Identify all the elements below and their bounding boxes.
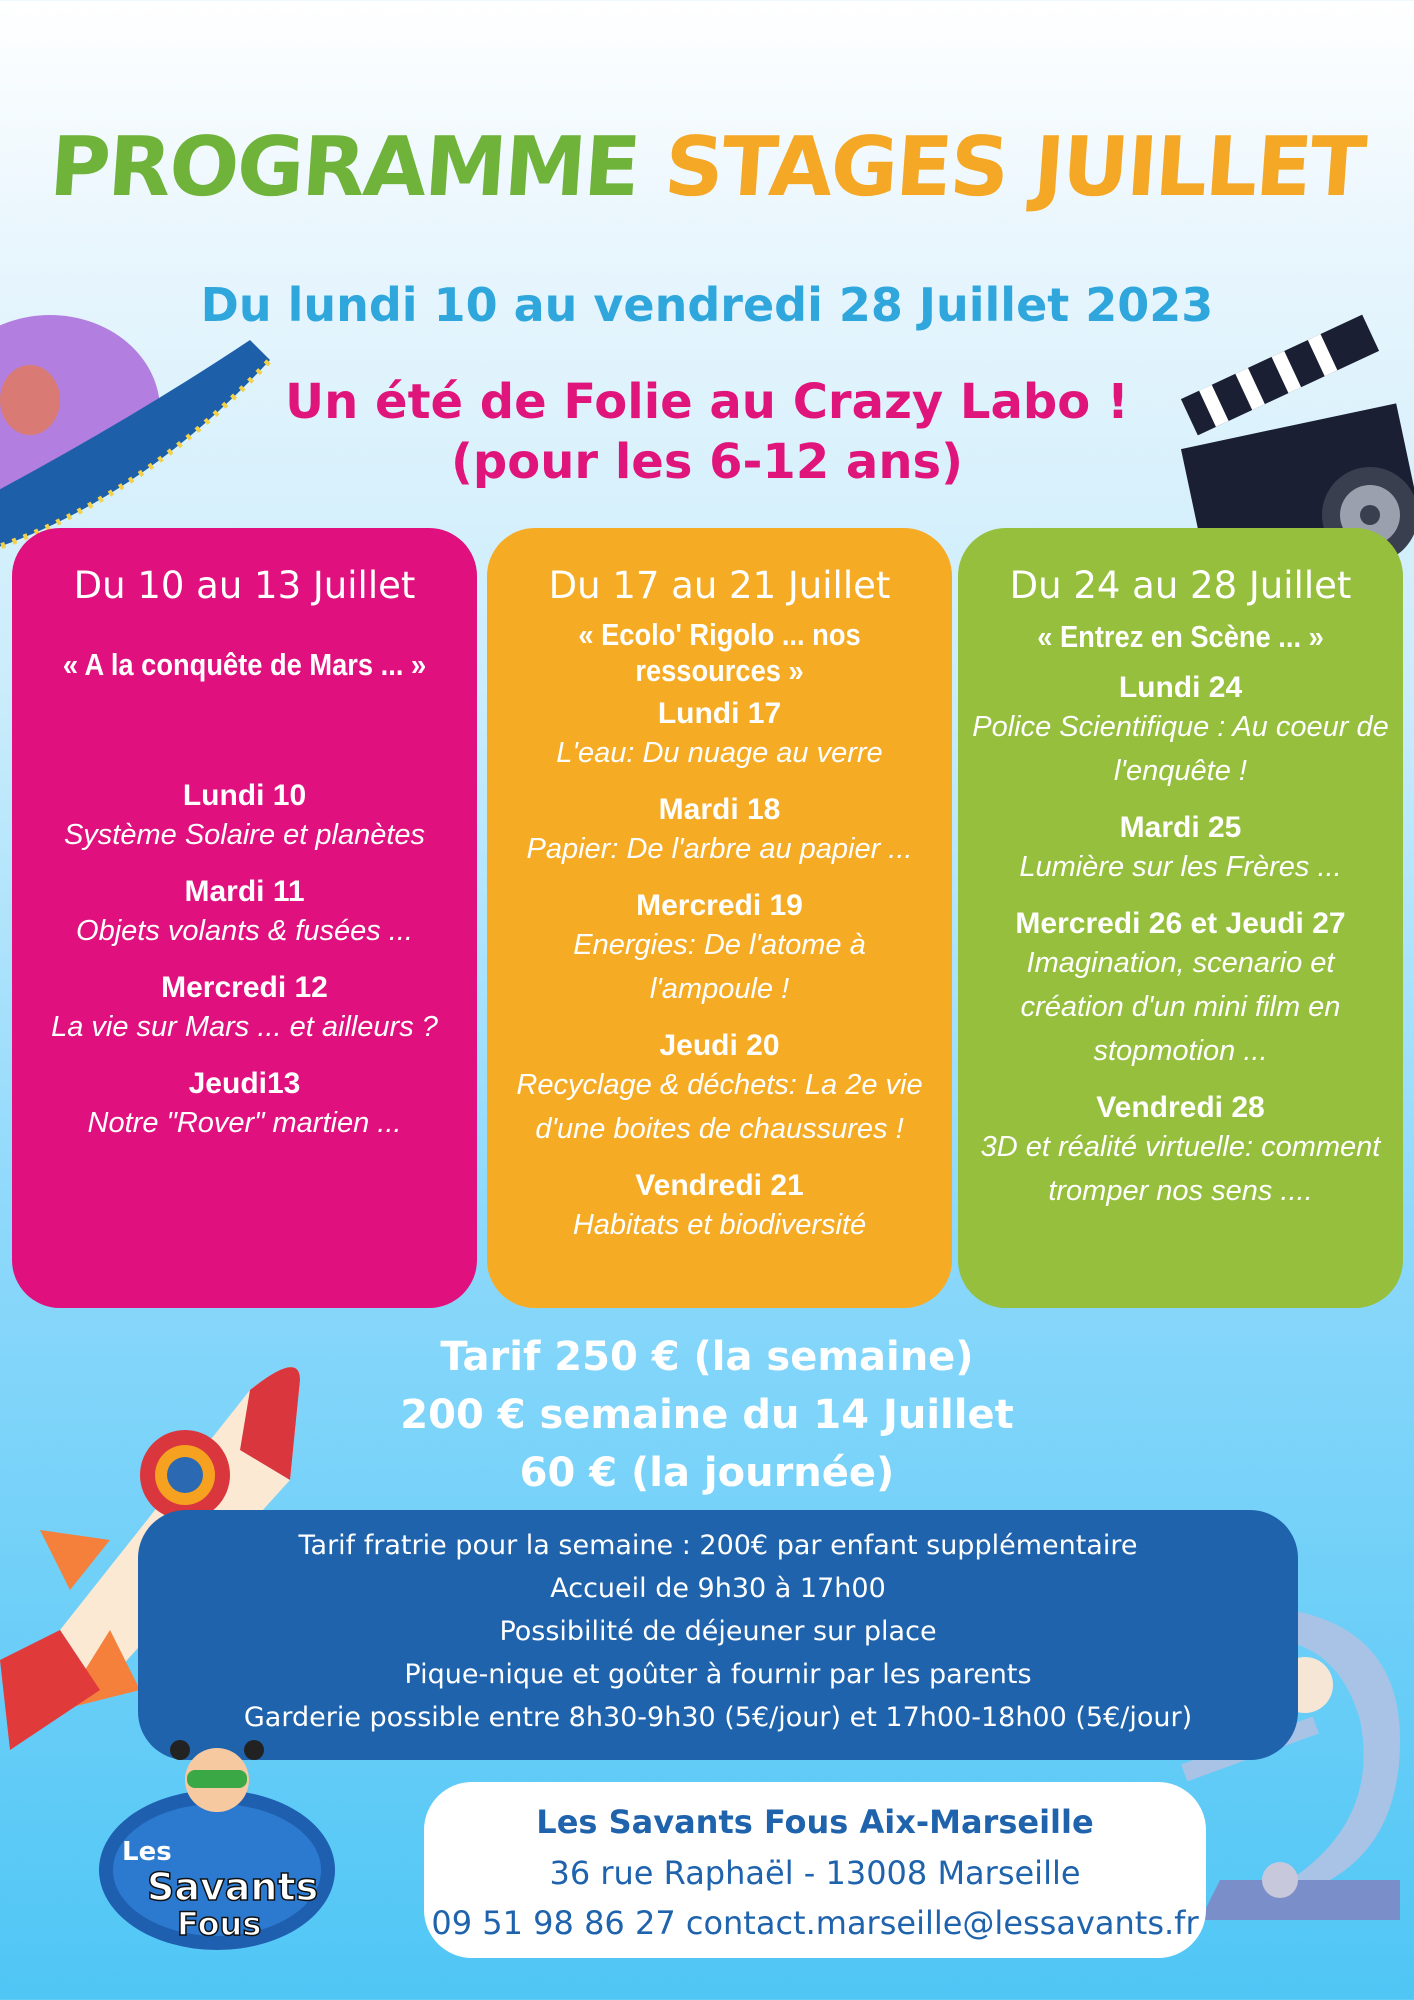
day-activity: L'eau: Du nuage au verre	[556, 737, 883, 769]
week-card-3	[958, 528, 1403, 1308]
subtitle-line2: (pour les 6-12 ans)	[450, 434, 963, 490]
svg-text:Savants: Savants	[147, 1865, 319, 1909]
week-theme: « Ecolo' Rigolo ... nos ressources »	[578, 617, 861, 688]
info-line: Possibilité de déjeuner sur place	[499, 1616, 937, 1647]
day-label: Vendredi 28	[1096, 1091, 1265, 1124]
day-label: Mercredi 26 et Jeudi 27	[1015, 907, 1346, 940]
day-label: Jeudi 20	[659, 1029, 780, 1062]
week-card-2	[487, 528, 952, 1308]
info-line: Tarif fratrie pour la semaine : 200€ par enfant supplémentaire	[298, 1530, 1138, 1561]
info-line: Garderie possible entre 8h30-9h30 (5€/jour) et 17h00-18h00 (5€/jour)	[243, 1702, 1193, 1733]
pricing	[0, 1328, 1414, 1502]
week-period: Du 10 au 13 Juillet	[73, 564, 416, 607]
day-activity: 3D et réalité virtuelle: comment tromper nos sens ....	[980, 1131, 1381, 1207]
day-label: Mardi 11	[184, 875, 305, 908]
day-label: Jeudi13	[188, 1067, 301, 1100]
week-period: Du 24 au 28 Juillet	[1009, 564, 1352, 607]
day-activity: Papier: De l'arbre au papier ...	[526, 833, 913, 865]
day-activity: Lumière sur les Frères ...	[1019, 851, 1342, 883]
contact-phone-email[interactable]: 09 51 98 86 27 contact.marseille@lessavants.fr	[431, 1904, 1199, 1942]
svg-text:Fous: Fous	[177, 1905, 262, 1943]
logo-icon	[92, 1730, 342, 1960]
date-range: Du lundi 10 au vendredi 28 Juillet 2023	[200, 278, 1214, 332]
day-label: Mercredi 12	[161, 971, 328, 1004]
info-line: Accueil de 9h30 à 17h00	[550, 1573, 886, 1604]
contact-box	[424, 1782, 1206, 1958]
week-card-1	[12, 528, 477, 1308]
title-stages-juillet: STAGES JUILLET	[661, 120, 1368, 215]
day-activity: Habitats et biodiversité	[572, 1209, 867, 1241]
day-activity: Energies: De l'atome à l'ampoule !	[573, 929, 866, 1005]
contact-address: 36 rue Raphaël - 13008 Marseille	[549, 1854, 1081, 1892]
svg-text:Les: Les	[122, 1837, 172, 1867]
day-label: Mercredi 19	[636, 889, 803, 922]
day-activity: Objets volants & fusées ...	[76, 915, 413, 947]
day-activity: Imagination, scenario et création d'un mini film en stopmotion ...	[1020, 947, 1341, 1067]
subtitle	[0, 372, 1414, 492]
day-activity: Police Scientifique : Au coeur de l'enquête !	[972, 711, 1389, 787]
week-theme: « Entrez en Scène ... »	[1037, 619, 1324, 654]
price-week: Tarif 250 € (la semaine)	[440, 1334, 974, 1380]
title-programme: PROGRAMME	[46, 120, 642, 215]
day-label: Mardi 25	[1119, 811, 1242, 844]
week-period: Du 17 au 21 Juillet	[548, 564, 891, 607]
day-activity: Notre "Rover" martien ...	[87, 1107, 402, 1139]
day-activity: La vie sur Mars ... et ailleurs ?	[51, 1011, 438, 1043]
day-activity: Recyclage & déchets: La 2e vie d'une boites de chaussures !	[516, 1069, 923, 1145]
day-label: Vendredi 21	[635, 1169, 804, 1202]
info-line: Pique-nique et goûter à fournir par les parents	[404, 1659, 1032, 1690]
page-title	[0, 120, 1414, 215]
week-theme: « A la conquête de Mars ... »	[62, 647, 427, 682]
price-week-14: 200 € semaine du 14 Juillet	[400, 1392, 1014, 1438]
info-box	[138, 1510, 1298, 1760]
price-day: 60 € (la journée)	[519, 1450, 895, 1496]
day-label: Lundi 24	[1118, 671, 1243, 704]
day-label: Lundi 17	[657, 697, 782, 730]
subtitle-line1: Un été de Folie au Crazy Labo !	[285, 374, 1129, 430]
day-label: Lundi 10	[182, 779, 307, 812]
contact-name: Les Savants Fous Aix-Marseille	[536, 1803, 1094, 1841]
day-label: Mardi 18	[658, 793, 781, 826]
day-activity: Système Solaire et planètes	[63, 819, 426, 851]
